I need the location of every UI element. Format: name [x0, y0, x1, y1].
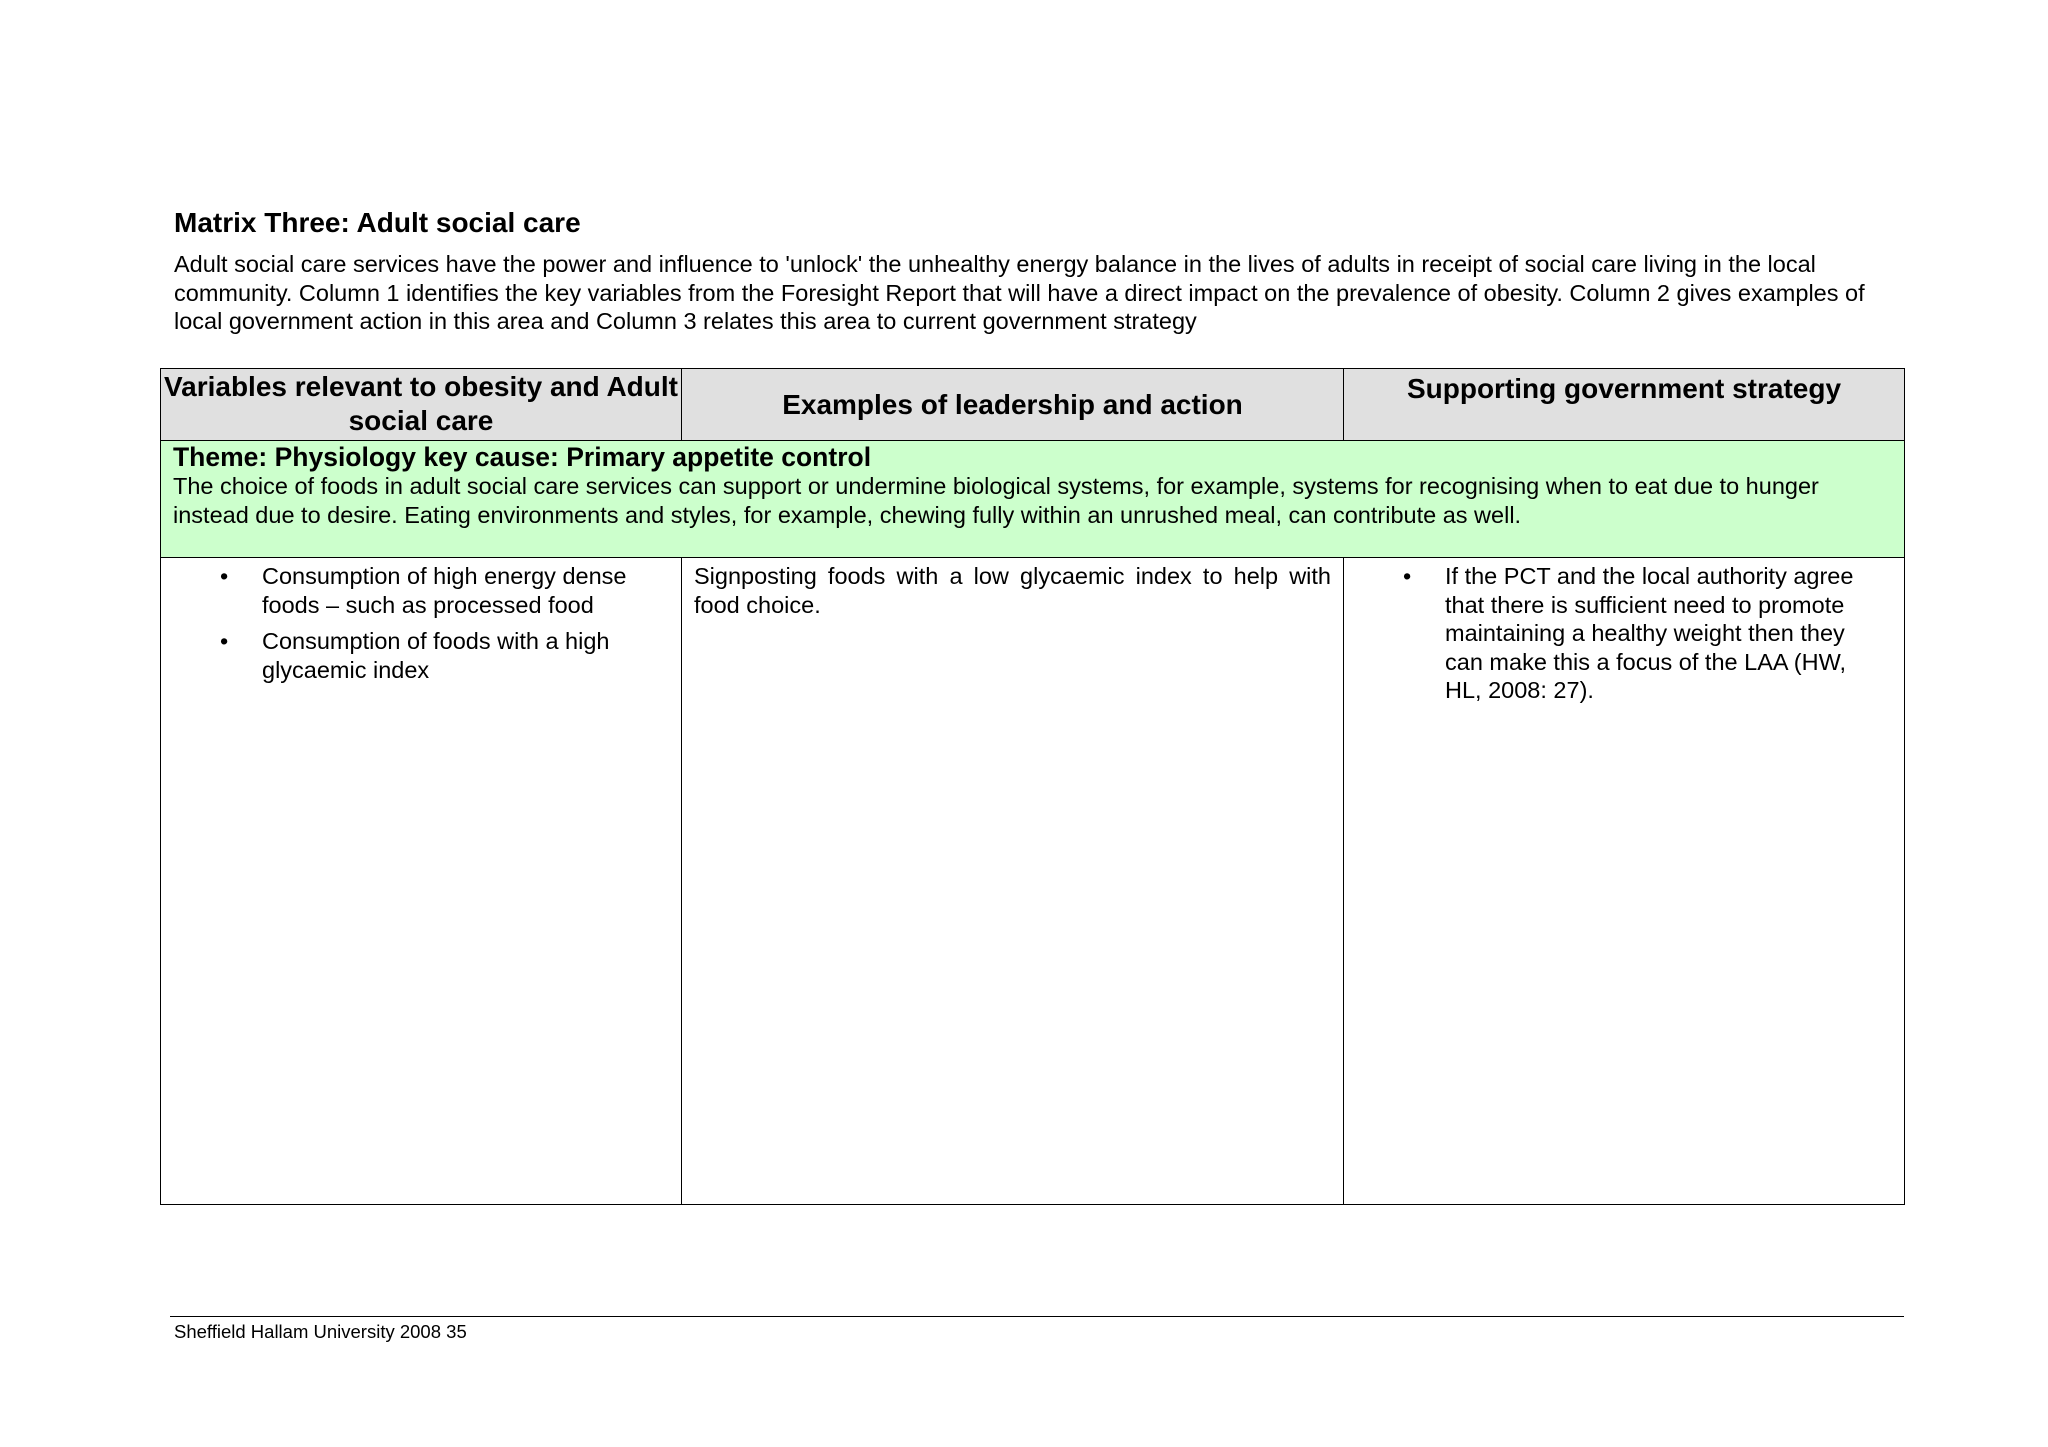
- page-footer: Sheffield Hallam University 2008 35: [174, 1321, 467, 1342]
- header-strategy: Supporting government strategy: [1344, 369, 1905, 441]
- theme-cell: [161, 441, 1905, 558]
- theme-row: [161, 441, 1905, 558]
- action-text: Signposting foods with a low glycaemic index to help with food choice.: [694, 563, 1331, 618]
- header-variables: Variables relevant to obesity and Adult social care: [161, 369, 682, 441]
- header-row: [161, 369, 1905, 441]
- bullet-icon: •: [220, 628, 229, 654]
- matrix-table: [160, 368, 1905, 1205]
- list-item: [1344, 562, 1904, 705]
- strategy-list: [1344, 562, 1904, 705]
- bullet-icon: •: [220, 563, 229, 589]
- theme-title: Theme: Physiology key cause: Primary appetite control: [173, 442, 872, 472]
- bullet-icon: •: [1403, 563, 1412, 589]
- variable-text: Consumption of high energy dense foods – such as processed food: [262, 563, 627, 618]
- page-title: Matrix Three: Adult social care: [174, 207, 581, 238]
- actions-cell: [682, 558, 1344, 1205]
- variables-cell: [161, 558, 682, 1205]
- list-item: [161, 627, 651, 684]
- table-row: [161, 558, 1905, 1205]
- variable-text: Consumption of foods with a high glycaemic index: [262, 628, 610, 683]
- header-actions: Examples of leadership and action: [682, 369, 1344, 441]
- theme-description: The choice of foods in adult social care services can support or undermine biological systems, for example, systems for recognising when to eat due to hunger instead due to desire. Eating environments and styles, for example, chewing fully within an unrushed meal, can contribute as well.: [173, 473, 1819, 528]
- footer-divider: [170, 1316, 1904, 1317]
- strategy-text: If the PCT and the local authority agree that there is sufficient need to promote maintaining a healthy weight then they can make this a focus of the LAA (HW, HL, 2008: 27).: [1445, 563, 1854, 703]
- intro-paragraph: Adult social care services have the power and influence to 'unlock' the unhealthy energy balance in the lives of adults in receipt of social care living in the local community. Column 1 identifies the key variables from the Foresight Report that will have a direct impact on the prevalence of obesity. Column 2 gives examples of local government action in this area and Column 3 relates this area to current government strategy: [174, 251, 1865, 334]
- strategy-cell: [1344, 558, 1905, 1205]
- variables-list: [161, 562, 681, 684]
- list-item: [161, 562, 651, 619]
